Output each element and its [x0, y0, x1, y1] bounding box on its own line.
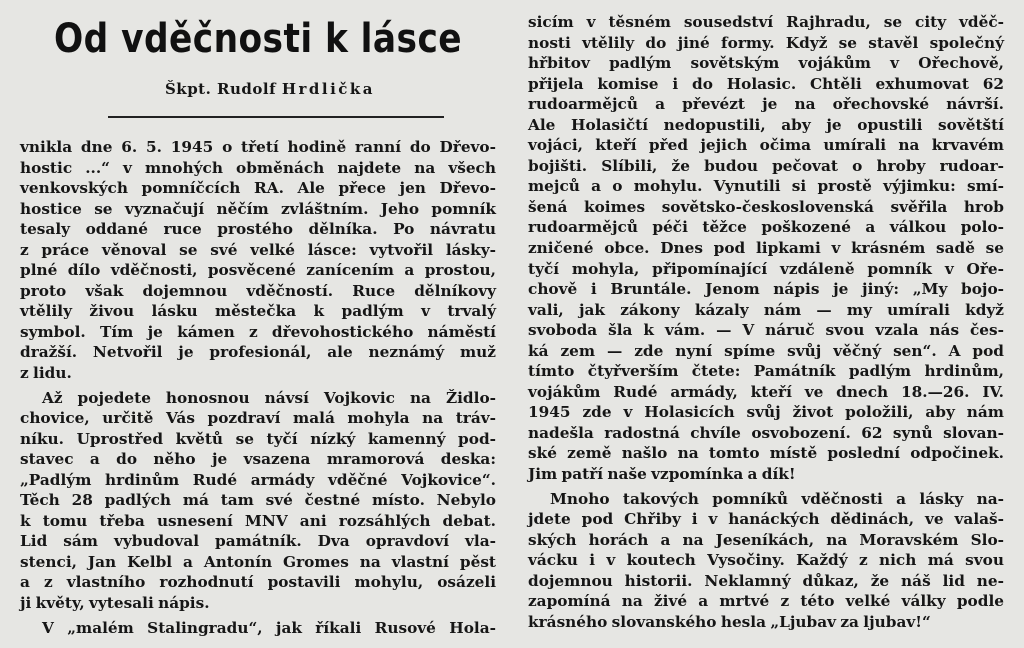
- text-line: Lid sám vybudoval památník. Dva opravdoví vla-: [20, 532, 496, 551]
- text-line: vtělily živou lásku městečka k padlým v trvalý: [20, 302, 496, 321]
- text-line: a z vlastního rozhodnutí postavili mohylu, osázeli: [20, 573, 496, 592]
- text-line: plné dílo vděčnosti, posvěcené zanícením a prostou,: [20, 261, 496, 280]
- text-line: dojemnou historii. Neklamný důkaz, že náš lid ne-: [528, 571, 1004, 590]
- text-line: dražší. Netvořil je profesionál, ale neznámý muž: [20, 343, 496, 362]
- text-line: přijela komise i do Holasic. Chtěli exhumovat 62: [528, 74, 1004, 93]
- text-line: 1945 zde v Holasicích svůj život položili, aby nám: [528, 403, 1004, 422]
- text-line: vojákům Rudé armády, kteří ve dnech 18.—26. IV.: [528, 382, 1004, 401]
- text-line: ká zem — zde nyní spíme svůj věčný sen“. A pod: [528, 341, 1004, 360]
- text-line: chově i Bruntále. Jenom nápis je jiný: „My bojo-: [528, 280, 1004, 299]
- text-line: hostice se vyznačují něčím zvláštním. Jeho pomník: [20, 199, 496, 218]
- text-line: stenci, Jan Kelbl a Antonín Gromes na vlastní pěst: [20, 552, 496, 571]
- text-line: níku. Uprostřed květů se tyčí nízký kamenný pod-: [20, 429, 496, 448]
- text-line: vali, jak zákony kázaly nám — my umírali když: [528, 300, 1004, 319]
- text-line: tímto čtyřverším čtete: Památník padlým hrdinům,: [528, 362, 1004, 381]
- text-line: mejců a o mohylu. Vynutili si prostě výjimku: smí-: [528, 177, 1004, 196]
- paragraph: [528, 12, 1004, 485]
- text-line: „Padlým hrdinům Rudé armády vděčné Vojkovice“.: [20, 470, 496, 489]
- text-line: svoboda šla k vám. — V náruč svou vzala nás čes-: [528, 321, 1004, 340]
- text-line: rudoarmějců a převézt je na ořechovské návrší.: [528, 95, 1004, 114]
- right-column: [528, 12, 1004, 632]
- text-line: hostic ...“ v mnohých obměnách najdete na všech: [20, 158, 496, 177]
- text-line: nosti vtělily do jiné formy. Když se stavěl společný: [528, 33, 1004, 52]
- byline-rank: Škpt. Rudolf: [164, 80, 277, 98]
- text-line: zapomíná na živé a mrtvé z této velké války podle: [528, 592, 1004, 611]
- article-title: Od vděčnosti k lásce: [53, 16, 463, 62]
- text-line: vnikla dne 6. 5. 1945 o třetí hodině ranní do Dřevo-: [20, 138, 496, 156]
- text-line: vácku i v koutech Vysočiny. Každý z nich má svou: [528, 551, 1004, 570]
- paragraph: [20, 137, 496, 384]
- text-line: venkovských pomníčcích RA. Ale přece jen Dřevo-: [20, 179, 496, 198]
- text-line: nadešla radostná chvíle osvobození. 62 synů slovan-: [528, 423, 1004, 442]
- text-line: rudoarmějců péči těžce poškozené a válkou polo-: [528, 218, 1004, 237]
- text-line: ských horách a na Jeseníkách, na Moravském Slo-: [528, 530, 1004, 549]
- paragraph: [528, 485, 1004, 633]
- text-line: sicím v těsném sousedství Rajhradu, se city vděč-: [528, 13, 1004, 31]
- text-line: Až pojedete honosnou návsí Vojkovic na Židlo-: [42, 388, 496, 407]
- text-line: stavec a do něho je vsazena mramorová deska:: [20, 450, 496, 469]
- text-line: symbol. Tím je kámen z dřevohostického náměstí: [20, 322, 496, 341]
- text-line: z lidu.: [20, 364, 72, 383]
- text-line: V „malém Stalingradu“, jak říkali Rusové Hola-: [42, 618, 496, 637]
- text-line: chovice, určitě Vás pozdraví malá mohyla na tráv-: [20, 409, 496, 428]
- text-line: Těch 28 padlých má tam své čestné místo. Nebylo: [20, 491, 496, 510]
- text-line: tesaly oddané ruce prostého dělníka. Po návratu: [20, 220, 496, 239]
- text-line: ské země našlo na tomto místě poslední odpočinek.: [528, 444, 1004, 463]
- text-line: ji květy, vytesali nápis.: [20, 594, 210, 613]
- text-line: vojáci, kteří před jejich očima umírali na krvavém: [528, 136, 1004, 155]
- text-line: z práce věnoval se své velké lásce: vytvořil lásky-: [20, 240, 496, 259]
- text-line: krásného slovanského hesla „Ljubav za ljubav!“: [528, 612, 931, 631]
- text-line: k tomu třeba usnesení MNV ani rozsáhlých debat.: [20, 511, 496, 530]
- text-line: Mnoho takových pomníků vděčnosti a lásky na-: [550, 489, 1004, 508]
- text-line: zničené obce. Dnes pod lipkami v krásném sadě se: [528, 239, 1004, 258]
- text-line: Jim patří naše vzpomínka a dík!: [528, 465, 796, 484]
- byline: [100, 80, 440, 98]
- text-line: bojišti. Slíbili, že budou pečovat o hroby rudoar-: [528, 156, 1004, 175]
- text-line: jdete pod Chřiby i v hanáckých dědinách, ve valaš-: [528, 510, 1004, 529]
- text-line: hřbitov padlým sovětským vojákům v Ořechově,: [528, 54, 1004, 73]
- text-line: proto však dojemnou vděčností. Ruce dělníkovy: [20, 281, 496, 300]
- paragraph: [20, 614, 496, 639]
- text-line: Ale Holasičtí nedopustili, aby je opustili sovětští: [528, 115, 1004, 134]
- text-line: tyčí mohyla, připomínající vzdáleně pomník v Oře-: [528, 259, 1004, 278]
- text-line: šená koimes sovětsko-československá svěřila hrob: [528, 197, 1004, 216]
- paragraph: [20, 384, 496, 614]
- byline-surname: Hrdlička: [281, 80, 376, 98]
- title-rule: [108, 116, 444, 118]
- left-column: [20, 137, 496, 638]
